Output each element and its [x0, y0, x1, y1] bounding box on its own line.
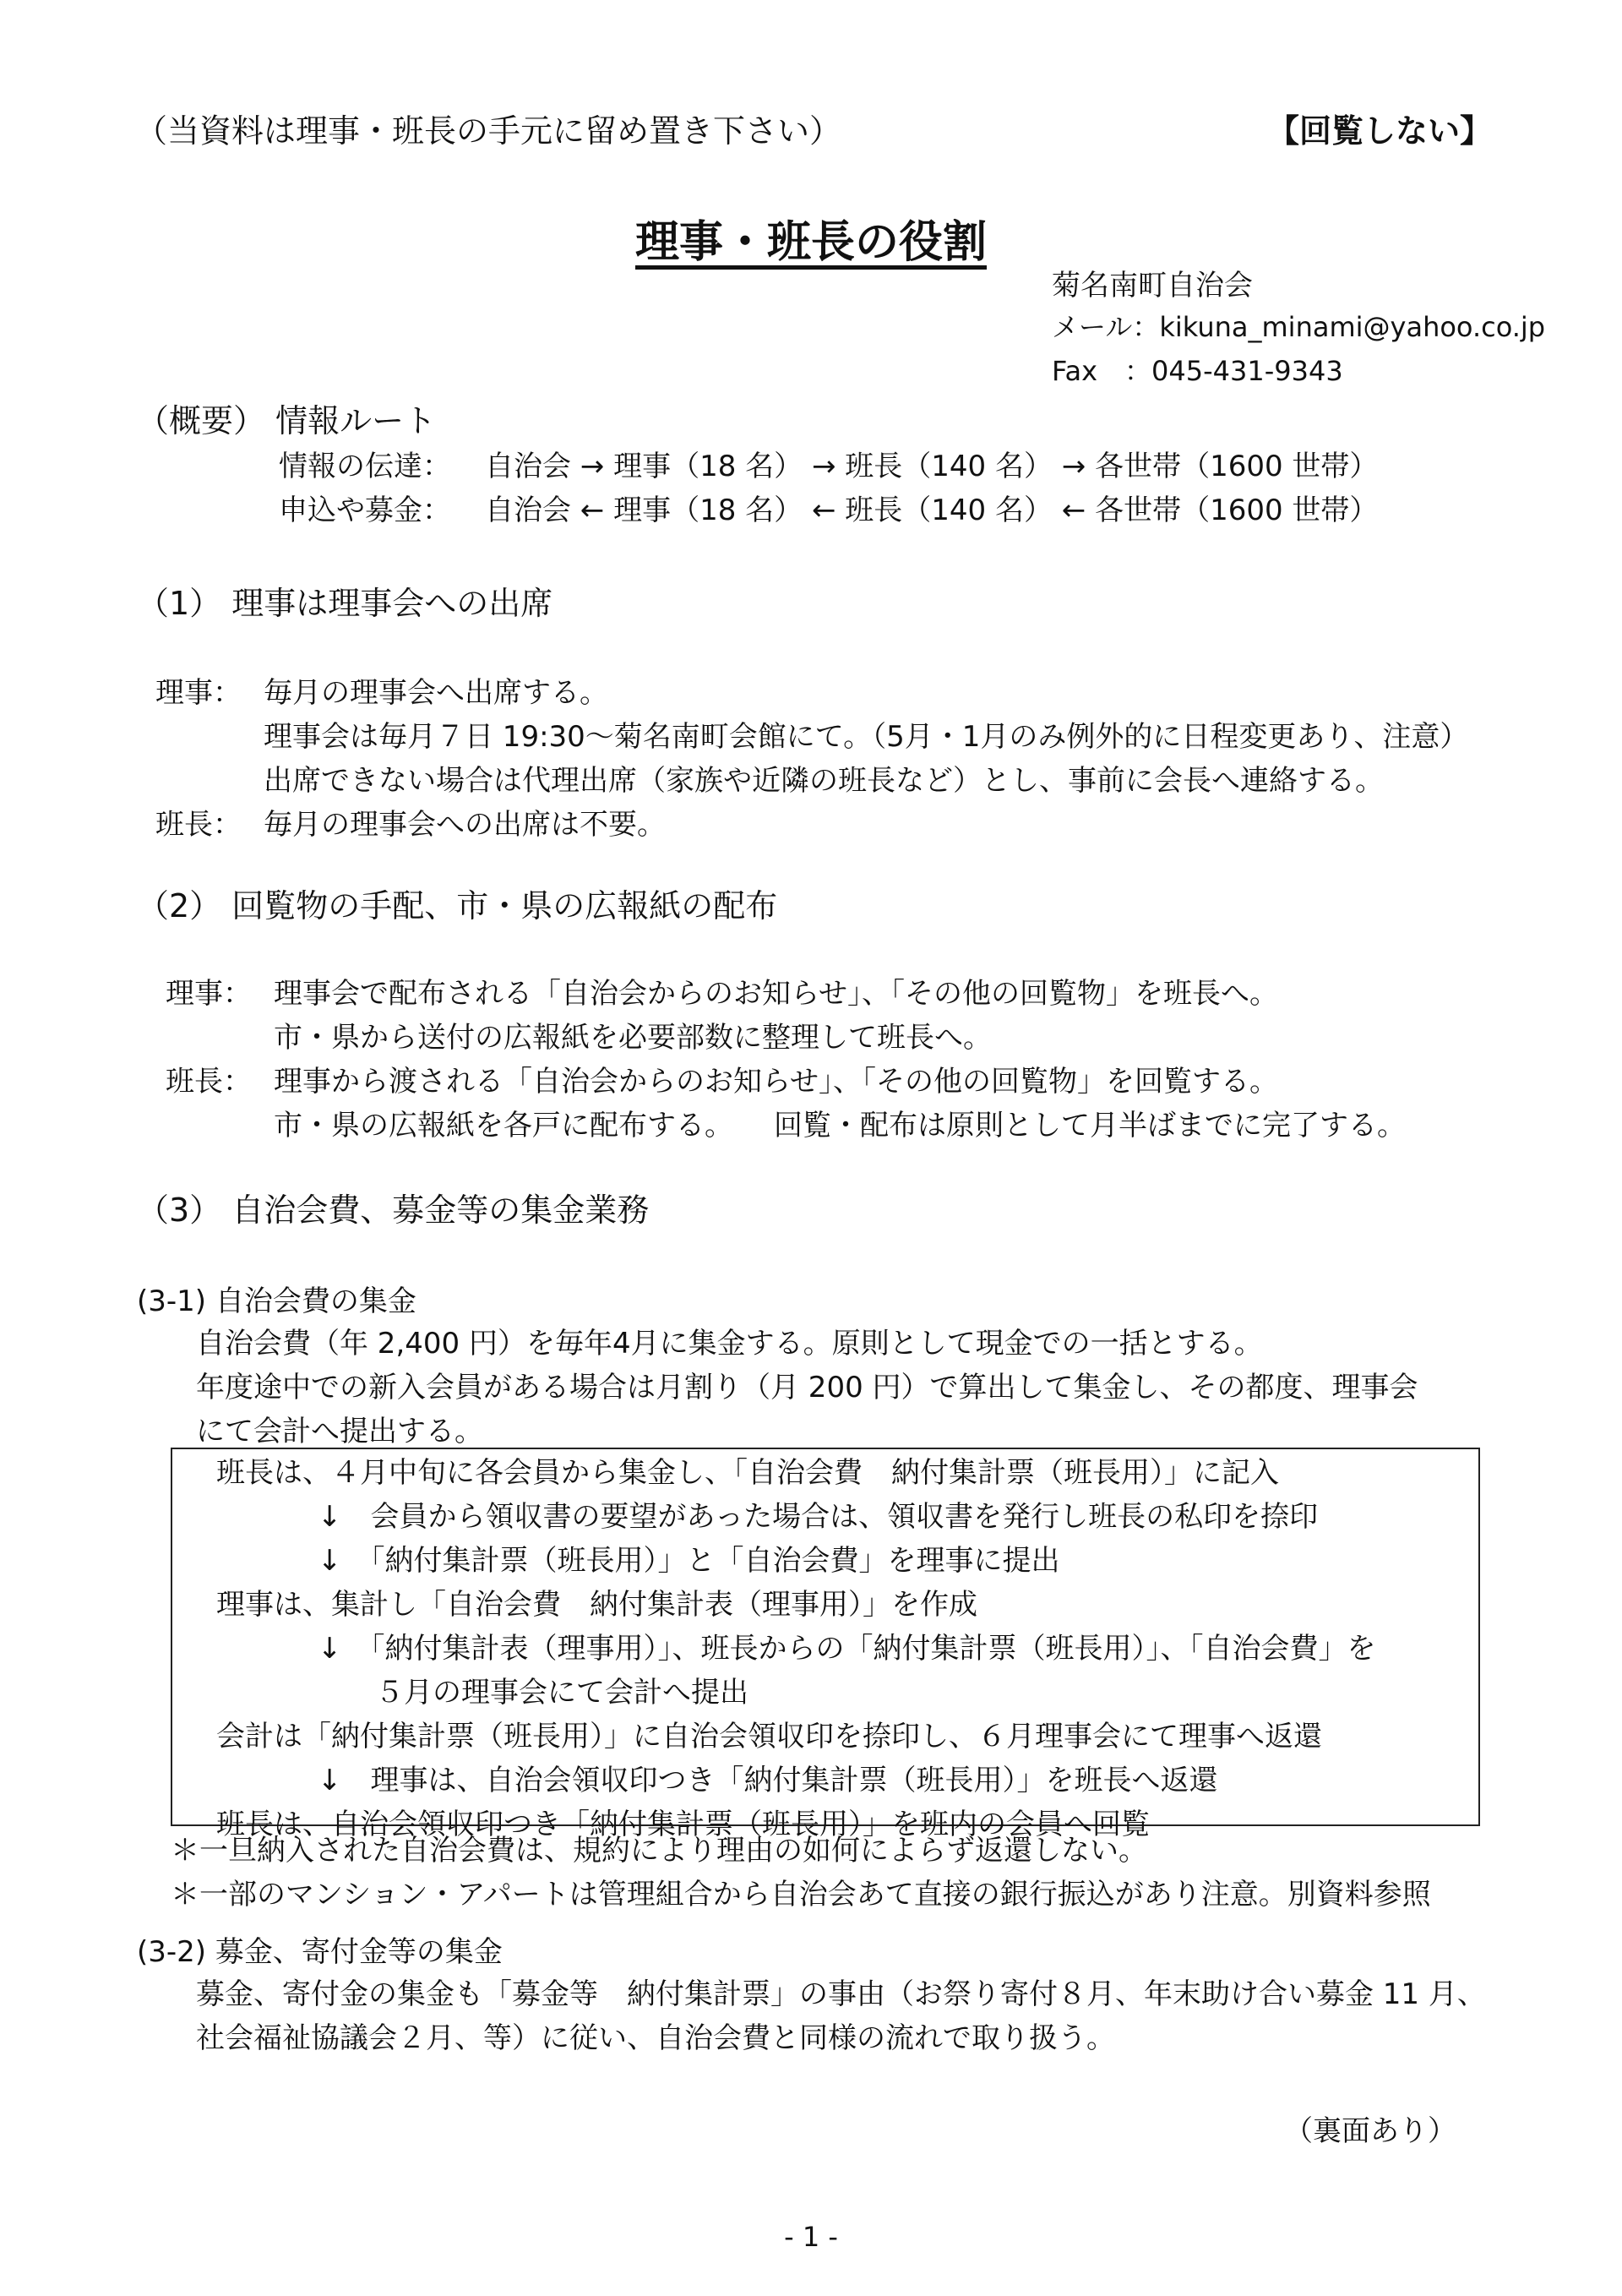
org-fax: Fax ：045-431-9343	[1052, 355, 1343, 387]
flow-step	[216, 1495, 1478, 1539]
flow-step-text: ↓ 「納付集計表（理事用）」、班長からの「納付集計票（班長用）」、「自治会費」を	[318, 1632, 1376, 1666]
section1-body	[155, 671, 1468, 847]
overview-heading: （概要） 情報ルート	[137, 402, 437, 439]
paragraph-text: 市・県から送付の広報紙を必要部数に整理して班長へ。	[274, 1021, 992, 1055]
section3-heading: （3） 自治会費、募金等の集金業務	[137, 1192, 650, 1229]
note: ＊一旦納入された自治会費は、規約により理由の如何によらず返還しない。	[171, 1834, 1147, 1868]
route-label: 申込や募金：	[279, 494, 451, 527]
org-name: 菊名南町自治会	[1052, 269, 1253, 303]
paragraph-line	[166, 972, 1406, 1016]
role-label: 理事：	[155, 676, 242, 710]
page-number: - 1 -	[784, 2221, 838, 2253]
section2-body	[166, 972, 1406, 1148]
retention-notice: （当資料は理事・班長の手元に留め置き下さい）	[135, 112, 842, 150]
route-text: 自治会 → 理事（18 名） → 班長（140 名） → 各世帯（1600 世帯）	[485, 450, 1379, 483]
flow-step: 班長は、４月中旬に各会員から集金し、「自治会費 納付集計票（班長用）」に記入	[216, 1456, 1279, 1490]
subsection-3-1-body	[196, 1322, 1418, 1453]
flow-step: 理事は、集計し「自治会費 納付集計表（理事用）」を作成	[216, 1588, 977, 1622]
paragraph-text: 毎月の理事会への出席は不要。	[264, 808, 666, 842]
route-row-down	[279, 444, 1378, 488]
paragraph-line: 募金、寄付金の集金も「募金等 納付集計票」の事由（お祭り寄付８月、年末助け合い募金 11 月、	[196, 1977, 1486, 2011]
route-row-up	[279, 488, 1378, 532]
subsection-3-1-heading: (3-1) 自治会費の集金	[137, 1284, 416, 1318]
paragraph-line	[155, 671, 1468, 715]
role-label: 班長：	[155, 808, 242, 842]
flow-step	[216, 1759, 1478, 1802]
paragraph-line: 自治会費（年 2,400 円）を毎年4月に集金する。原則として現金での一括とする。	[196, 1327, 1263, 1361]
flow-step-text: ↓ 理事は、自治会領収印つき「納付集計票（班長用）」を班長へ返還	[318, 1764, 1218, 1797]
section2-heading: （2） 回覧物の手配、市・県の広報紙の配布	[137, 887, 778, 924]
paragraph-line: 社会福祉協議会２月、等）に従い、自治会費と同様の流れで取り扱う。	[196, 2021, 1115, 2055]
flow-step-text: ５月の理事会にて会計へ提出	[375, 1676, 748, 1710]
flow-step-text: ↓ 会員から領収書の要望があった場合は、領収書を発行し班長の私印を捺印	[318, 1500, 1319, 1534]
flow-step	[216, 1671, 1478, 1715]
paragraph-text: 理事から渡される「自治会からのお知らせ」、「その他の回覧物」を回覧する。	[274, 1065, 1278, 1099]
reverse-side-note: （裏面あり）	[1284, 2114, 1456, 2148]
flow-step: 班長は、自治会領収印つき「納付集計票（班長用）」を班内の会員へ回覧	[216, 1808, 1150, 1841]
flow-step-text: ↓ 「納付集計票（班長用）」と「自治会費」を理事に提出	[318, 1544, 1060, 1578]
role-label: 班長：	[166, 1065, 252, 1099]
flow-step	[216, 1539, 1478, 1583]
flow-step	[216, 1627, 1478, 1671]
paragraph-text: 理事会で配布される「自治会からのお知らせ」、「その他の回覧物」を班長へ。	[274, 977, 1278, 1011]
paragraph-line	[155, 803, 1468, 847]
paragraph-text: 理事会は毎月７日 19:30～菊名南町会館にて。（5月・1月のみ例外的に日程変更あり、注意）	[264, 720, 1469, 754]
notes	[171, 1829, 1431, 1917]
paragraph-text: 市・県の広報紙を各戸に配布する。	[274, 1109, 733, 1143]
paragraph-line	[155, 715, 1468, 759]
paragraph-text: 出席できない場合は代理出席（家族や近隣の班長など）とし、事前に会長へ連絡する。	[264, 764, 1384, 798]
paragraph-line	[155, 759, 1468, 803]
paragraph-line: 年度途中での新入会員がある場合は月割り（月 200 円）で算出して集金し、その都度、理事会	[196, 1371, 1418, 1404]
route-label: 情報の伝達：	[279, 450, 451, 483]
subsection-3-2-body	[196, 1972, 1486, 2060]
no-circulation-label: 【回覧しない】	[1267, 112, 1493, 150]
info-route	[279, 444, 1378, 532]
collection-flow-box	[171, 1448, 1480, 1841]
org-email: メール：kikuna_minami@yahoo.co.jp	[1052, 311, 1546, 343]
paragraph-line	[166, 1060, 1406, 1104]
document-title: 理事・班長の役割	[634, 217, 987, 268]
paragraph-line	[166, 1016, 1406, 1060]
route-text: 自治会 ← 理事（18 名） ← 班長（140 名） ← 各世帯（1600 世帯）	[485, 494, 1379, 527]
role-label: 理事：	[166, 977, 252, 1011]
paragraph-line	[166, 1104, 1406, 1148]
paragraph-text: 回覧・配布は原則として月半ばまでに完了する。	[774, 1109, 1406, 1143]
note: ＊一部のマンション・アパートは管理組合から自治会あて直接の銀行振込があり注意。別資料参照	[171, 1878, 1431, 1912]
paragraph-text: 毎月の理事会へ出席する。	[264, 676, 608, 710]
flow-step: 会計は「納付集計票（班長用）」に自治会領収印を捺印し、６月理事会にて理事へ返還	[216, 1720, 1322, 1753]
section1-heading: （1） 理事は理事会への出席	[137, 585, 553, 622]
subsection-3-2-heading: (3-2) 募金、寄付金等の集金	[137, 1935, 503, 1969]
paragraph-line: にて会計へ提出する。	[196, 1415, 483, 1448]
